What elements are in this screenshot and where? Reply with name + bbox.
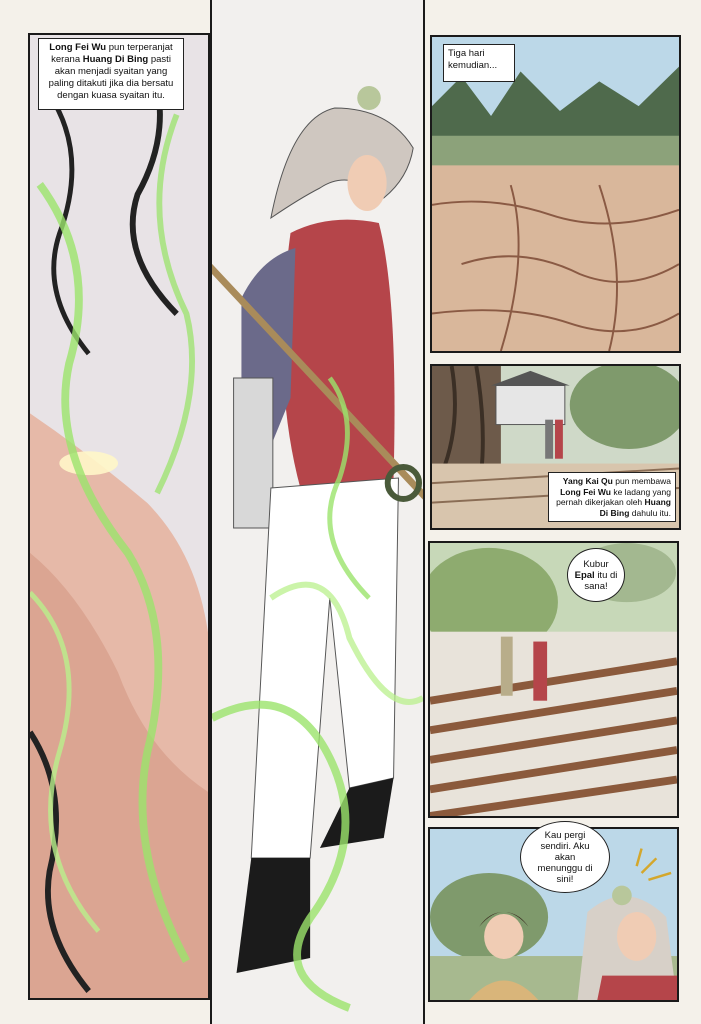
bubble-5-line2-text: itu di — [597, 569, 618, 581]
caption-name-huang-di-bing: Huang Di Bing — [82, 54, 149, 65]
panel-1 — [28, 33, 210, 1000]
caption-name-long-fei-wu: Long Fei Wu — [49, 42, 107, 53]
speech-bubble-panel-6 — [520, 821, 610, 893]
caption-panel-4-text — [553, 476, 671, 518]
caption-panel-3-text: Tiga hari kemudian... — [448, 48, 498, 71]
panel-5 — [428, 541, 679, 818]
caption-panel-3 — [443, 44, 515, 82]
panel-3 — [430, 35, 681, 353]
bubble-5-line1: Kubur — [583, 558, 609, 570]
speech-bubble-panel-5 — [567, 548, 625, 602]
bubble-5-line3: sana! — [584, 580, 608, 592]
caption-name-long-fei-wu-2: Long Fei Wu — [560, 486, 611, 497]
bubble-5-line2 — [575, 570, 618, 581]
caption-4-part1: pun membawa — [615, 476, 671, 486]
caption-panel-4 — [548, 472, 676, 522]
panel-2 — [210, 0, 425, 1024]
caption-panel-1-text — [43, 42, 179, 102]
caption-text-part1: pun terperanjat kerana — [51, 42, 173, 65]
panel-3-art — [432, 37, 679, 351]
panel-2-art — [212, 0, 423, 1024]
caption-name-yang-kai-qu: Yang Kai Qu — [562, 476, 613, 486]
caption-4-part2: ke ladang yang pernah dikerjakan oleh — [556, 486, 671, 507]
caption-panel-1 — [38, 38, 184, 110]
panel-5-art — [430, 543, 677, 816]
bubble-5-bold: Epal — [574, 569, 595, 581]
panel-1-art — [30, 35, 208, 998]
caption-name-huang-di-bing-2: Huang Di Bing — [599, 497, 671, 518]
caption-4-part3: dahulu itu. — [631, 507, 671, 518]
caption-text-part2: pasti akan menjadi syaitan yang paling ditakuti jika dia bersatu dengan kuasa syaitan itu. — [48, 54, 174, 101]
bubble-6-text: Kau pergi sendiri. Aku akan menunggu di sini! — [537, 829, 593, 885]
